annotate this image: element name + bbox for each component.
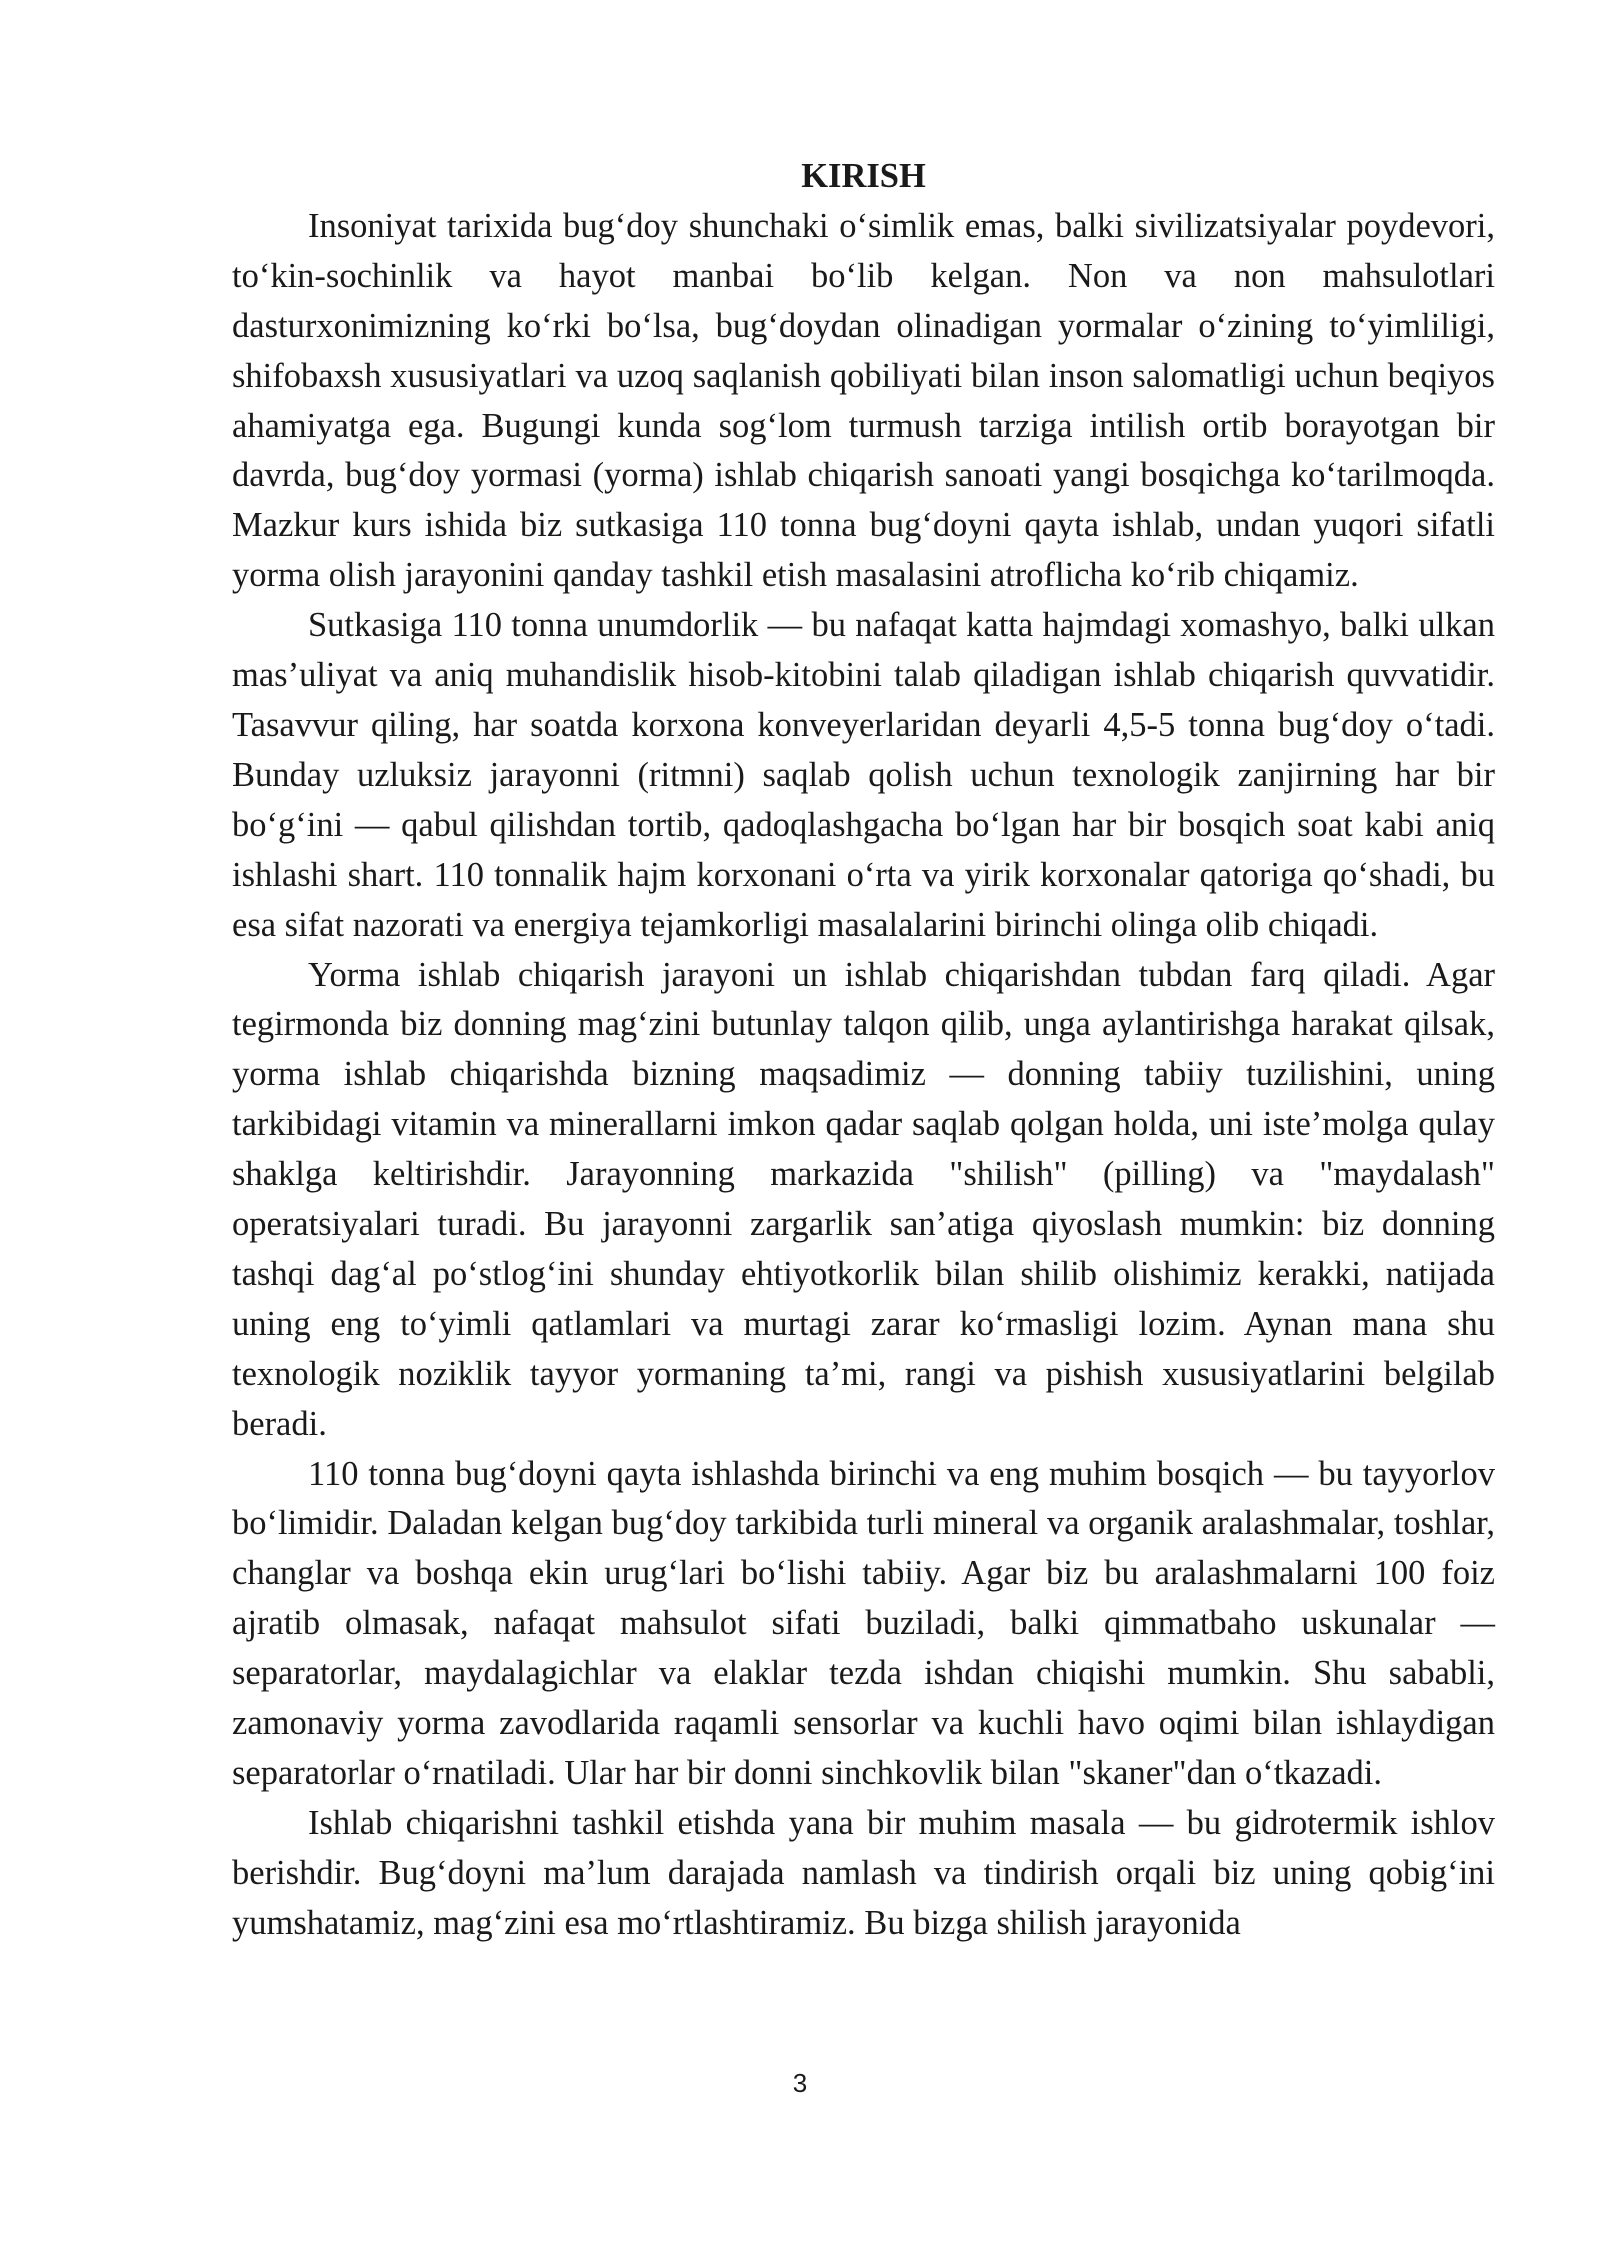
paragraph-hydrothermal: Ishlab chiqarishni tashkil etishda yana bir muhim masala — bu gidrotermik ishlov berishdir. Bug‘doyni ma’lum darajada namlash va tindirish orqali biz uning qobig‘ini yumshatamiz, mag‘zini esa mo‘rtlashtiramiz. Bu bizga shilish jarayonida <box>232 1803 1495 1942</box>
section-heading: KIRISH <box>801 157 926 195</box>
paragraph-preparation: 110 tonna bug‘doyni qayta ishlashda birinchi va eng muhim bosqich — bu tayyorlov bo‘limidir. Daladan kelgan bug‘doy tarkibida turli mineral va organik aralashmalar, toshlar, changlar va boshqa ekin urug‘lari bo‘lishi tabiiy. Agar biz bu aralashmalarni 100 foiz ajratib olmasak, nafaqat mahsulot sifati buziladi, balki qimmatbaho uskunalar — separatorlar, maydalagichlar va elaklar tezda ishdan chiqishi mumkin. Shu sababli, zamonaviy yorma zavodlarida raqamli sensorlar va kuchli havo oqimi bilan ishlaydigan separatorlar o‘rnatiladi. Ular har bir donni sinchkovlik bilan "skaner"dan o‘tkazadi. <box>232 1454 1495 1792</box>
page-body <box>232 152 1495 1949</box>
paragraph-groats-process: Yorma ishlab chiqarish jarayoni un ishlab chiqarishdan tubdan farq qiladi. Agar tegirmonda biz donning mag‘zini butunlay talqon qilib, unga aylantirishga harakat qilsak, yorma ishlab chiqarishda bizning maqsadimiz — donning tabiiy tuzilishini, uning tarkibidagi vitamin va minerallarni imkon qadar saqlab qolgan holda, uni iste’molga qulay shaklga keltirishdir. Jarayonning markazida "shilish" (pilling) va "maydalash" operatsiyalari turadi. Bu jarayonni zargarlik san’atiga qiyoslash mumkin: biz donning tashqi dag‘al po‘stlog‘ini shunday ehtiyotkorlik bilan shilib olishimiz kerakki, natijada uning eng to‘yimli qatlamlari va murtagi zarar ko‘rmasligi lozim. Aynan mana shu texnologik noziklik tayyor yormaning ta’mi, rangi va pishish xususiyatlarini belgilab beradi. <box>232 955 1495 1443</box>
page-number: 3 <box>792 2068 808 2098</box>
paragraph-capacity: Sutkasiga 110 tonna unumdorlik — bu nafaqat katta hajmdagi xomashyo, balki ulkan mas’uliyat va aniq muhandislik hisob-kitobini talab qiladigan ishlab chiqarish quvvatidir. Tasavvur qiling, har soatda korxona konveyerlaridan deyarli 4,5-5 tonna bug‘doy o‘tadi. Bunday uzluksiz jarayonni (ritmni) saqlab qolish uchun texnologik zanjirning har bir bo‘g‘ini — qabul qilishdan tortib, qadoqlashgacha bo‘lgan har bir bosqich soat kabi aniq ishlashi shart. 110 tonnalik hajm korxonani o‘rta va yirik korxonalar qatoriga qo‘shadi, bu esa sifat nazorati va energiya tejamkorligi masalalarini birinchi olinga olib chiqadi. <box>232 606 1495 944</box>
paragraph-intro: Insoniyat tarixida bug‘doy shunchaki o‘simlik emas, balki sivilizatsiyalar poydevori, to‘kin-sochinlik va hayot manbai bo‘lib kelgan. Non va non mahsulotlari dasturxonimizning ko‘rki bo‘lsa, bug‘doydan olinadigan yormalar o‘zining to‘yimliligi, shifobaxsh xususiyatlari va uzoq saqlanish qobiliyati bilan inson salomatligi uchun beqiyos ahamiyatga ega. Bugungi kunda sog‘lom turmush tarziga intilish ortib borayotgan bir davrda, bug‘doy yormasi (yorma) ishlab chiqarish sanoati yangi bosqichga ko‘tarilmoqda. Mazkur kurs ishida biz sutkasiga 110 tonna bug‘doyni qayta ishlab, undan yuqori sifatli yorma olish jarayonini qanday tashkil etish masalasini atroflicha ko‘rib chiqamiz. <box>232 206 1495 595</box>
